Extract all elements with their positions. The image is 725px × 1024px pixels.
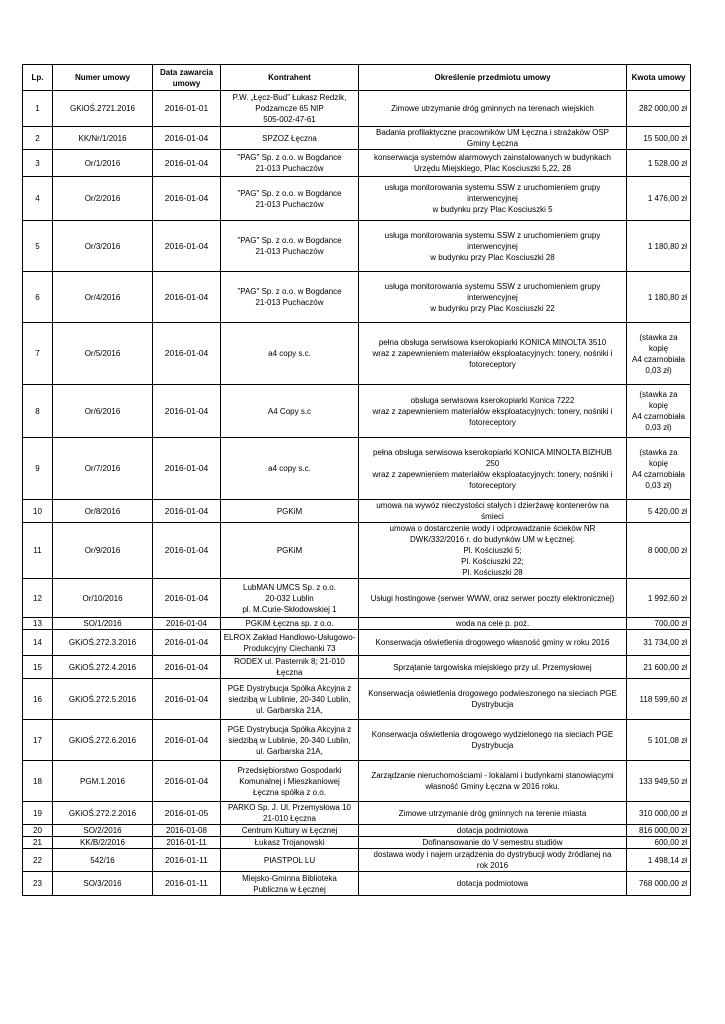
- cell-kwota-umowy-line: 15 500,00 zł: [643, 133, 687, 143]
- cell-kwota-umowy-line: 118 599,60 zł: [639, 694, 687, 704]
- cell-numer-umowy: Or/1/2016: [53, 150, 153, 177]
- cell-kontrahent-line: P.W. „Łęcz-Bud” Łukasz Redzik,: [232, 93, 347, 102]
- cell-numer-umowy: GKiOŚ.272.5.2016: [53, 679, 153, 720]
- cell-kwota-umowy: [627, 523, 691, 579]
- cell-numer-umowy: Or/7/2016: [53, 438, 153, 500]
- header-przedmiot-umowy: Określenie przedmiotu umowy: [359, 65, 627, 91]
- cell-numer-umowy: Or/9/2016: [53, 523, 153, 579]
- cell-kontrahent-line: PGKiM Łęczna sp. z o.o.: [245, 619, 334, 628]
- cell-przedmiot-umowy-line: Pl. Kościuszki 5;: [463, 546, 522, 555]
- cell-kontrahent-line: PIASTPOL LU: [263, 855, 316, 865]
- cell-numer-umowy: GKiOŚ.272.6.2016: [53, 720, 153, 761]
- cell-data-zawarcia: 2016-01-04: [153, 679, 221, 720]
- cell-przedmiot-umowy-line: śmieci: [481, 512, 504, 521]
- cell-przedmiot-umowy-line: Pl. Kościuszki 22;: [461, 557, 524, 566]
- cell-przedmiot-umowy: [359, 385, 627, 438]
- cell-lp: 2: [23, 127, 53, 150]
- cell-kontrahent: [221, 618, 359, 630]
- cell-przedmiot-umowy: [359, 872, 627, 896]
- cell-przedmiot-umowy-line: w budynku przy Plac Kosciuszki 5: [432, 205, 553, 214]
- cell-przedmiot-umowy-line: Gminy Łęczna: [466, 139, 519, 148]
- cell-kwota-umowy: [627, 127, 691, 150]
- table-row: [23, 523, 691, 579]
- cell-kwota-umowy: [627, 872, 691, 896]
- table-row: [23, 221, 691, 272]
- cell-lp: 18: [23, 761, 53, 802]
- cell-lp: 9: [23, 438, 53, 500]
- cell-kwota-umowy-line: 8 000,00 zł: [647, 546, 687, 555]
- cell-przedmiot-umowy-line: umowa o dostarczenie wody i odprowadzanie ścieków NR: [389, 524, 596, 533]
- cell-kontrahent-line: "PAG" Sp. z o.o. w Bogdance: [237, 188, 342, 198]
- cell-przedmiot-umowy-line: pełna obsługa serwisowa kserokopiarki KONICA MINOLTA 3510: [378, 338, 607, 347]
- cell-kontrahent-line: Produkcyjny Ciechanki 73: [243, 643, 336, 653]
- cell-przedmiot-umowy: [359, 656, 627, 679]
- table-row: [23, 438, 691, 500]
- cell-kwota-umowy-line: 700,00 zł: [654, 619, 687, 628]
- cell-kontrahent: [221, 438, 359, 500]
- cell-data-zawarcia: 2016-01-04: [153, 438, 221, 500]
- cell-lp: 8: [23, 385, 53, 438]
- cell-lp: 6: [23, 272, 53, 323]
- cell-data-zawarcia: 2016-01-04: [153, 618, 221, 630]
- cell-kontrahent-line: 21-013 Puchaczów: [255, 164, 324, 173]
- cell-przedmiot-umowy: [359, 91, 627, 127]
- cell-kontrahent-line: Centrum Kultury w Łęcznej: [241, 826, 338, 835]
- cell-kontrahent-line: ul. Garbarska 21A,: [256, 746, 323, 756]
- header-lp: Lp.: [23, 65, 53, 91]
- cell-lp: 12: [23, 579, 53, 618]
- cell-kontrahent: [221, 656, 359, 679]
- cell-lp: 20: [23, 825, 53, 837]
- cell-data-zawarcia: 2016-01-11: [153, 849, 221, 872]
- cell-kwota-umowy-line: 0,03 zł): [645, 365, 672, 375]
- cell-lp: 5: [23, 221, 53, 272]
- cell-przedmiot-umowy-line: Urzędu Miejskiego, Plac Kosciuszki 5,22, 28: [414, 164, 571, 173]
- cell-przedmiot-umowy-line: usługa monitorowania systemu SSW z uruchomieniem grupy: [384, 281, 601, 291]
- cell-kontrahent: [221, 849, 359, 872]
- cell-przedmiot-umowy-line: usługa monitorowania systemu SSW z uruchomieniem grupy: [384, 230, 601, 240]
- cell-kwota-umowy: [627, 802, 691, 825]
- cell-lp: 1: [23, 91, 53, 127]
- cell-kwota-umowy: [627, 323, 691, 385]
- cell-kontrahent-line: pl. M.Curie-Skłodowskiej 1: [242, 604, 337, 614]
- cell-kwota-umowy: [627, 177, 691, 221]
- table-row: [23, 500, 691, 523]
- cell-kwota-umowy-line: 31 734,00 zł: [643, 638, 687, 647]
- cell-kwota-umowy-line: (stawka za kopię: [639, 447, 678, 468]
- cell-przedmiot-umowy-line: obsługa serwisowa kserokopiarki Konica 7222: [410, 395, 575, 405]
- cell-data-zawarcia: 2016-01-04: [153, 720, 221, 761]
- table-row: [23, 127, 691, 150]
- cell-przedmiot-umowy: [359, 825, 627, 837]
- cell-numer-umowy: Or/3/2016: [53, 221, 153, 272]
- table-row: [23, 579, 691, 618]
- cell-kwota-umowy: [627, 500, 691, 523]
- cell-kwota-umowy: [627, 679, 691, 720]
- cell-przedmiot-umowy: [359, 761, 627, 802]
- table-row: [23, 618, 691, 630]
- cell-przedmiot-umowy: [359, 150, 627, 177]
- cell-data-zawarcia: 2016-01-04: [153, 523, 221, 579]
- cell-numer-umowy: Or/4/2016: [53, 272, 153, 323]
- cell-kontrahent: [221, 802, 359, 825]
- cell-kwota-umowy-line: 816 000,00 zł: [638, 826, 687, 835]
- cell-kontrahent: [221, 761, 359, 802]
- cell-kontrahent-line: 20-032 Lublin: [265, 593, 314, 603]
- cell-kontrahent-line: Łęczna: [276, 668, 303, 677]
- cell-przedmiot-umowy-line: usługa monitorowania systemu SSW z uruchomieniem grupy: [384, 183, 601, 192]
- cell-data-zawarcia: 2016-01-04: [153, 272, 221, 323]
- cell-kontrahent: [221, 872, 359, 896]
- cell-kontrahent-line: "PAG" Sp. z o.o. w Bogdance: [237, 236, 342, 245]
- cell-przedmiot-umowy-line: Usługi hostingowe (serwer WWW, oraz serwer poczty elektronicznej): [370, 593, 615, 603]
- cell-lp: 13: [23, 618, 53, 630]
- cell-przedmiot-umowy-line: Zimowe utrzymanie dróg gminnych na terenach wiejskich: [391, 104, 594, 113]
- cell-kwota-umowy-line: 1 498,14 zł: [647, 855, 687, 865]
- cell-kontrahent-line: 505-002-47-61: [263, 115, 316, 124]
- cell-kwota-umowy-line: 0,03 zł): [645, 423, 672, 432]
- table-body: [23, 91, 691, 896]
- cell-kwota-umowy-line: 0,03 zł): [645, 480, 672, 490]
- cell-kwota-umowy: [627, 849, 691, 872]
- cell-przedmiot-umowy-line: Zimowe utrzymanie dróg gminnych na terenie miasta: [398, 808, 587, 818]
- cell-przedmiot-umowy-line: dotacja podmiotowa: [456, 826, 529, 835]
- cell-kontrahent-line: "PAG" Sp. z o.o. w Bogdance: [237, 153, 342, 162]
- cell-kontrahent: [221, 385, 359, 438]
- cell-kontrahent: [221, 523, 359, 579]
- cell-kontrahent: [221, 91, 359, 127]
- cell-przedmiot-umowy-line: Konserwacja oświetlenia drogowego własność gminy w roku 2016: [375, 638, 610, 647]
- header-row: [23, 65, 691, 91]
- cell-kontrahent: [221, 630, 359, 656]
- table-row: [23, 679, 691, 720]
- cell-przedmiot-umowy-line: woda na cele p. poż.: [455, 619, 530, 628]
- table-row: [23, 825, 691, 837]
- cell-kontrahent-line: Miejsko-Gminna Biblioteka: [242, 873, 337, 883]
- cell-kontrahent-line: ul. Garbarska 21A,: [256, 705, 323, 715]
- cell-lp: 4: [23, 177, 53, 221]
- cell-kwota-umowy-line: 5 101,08 zł: [647, 735, 687, 745]
- cell-kontrahent-line: a4 copy s.c.: [268, 464, 311, 473]
- cell-kontrahent-line: RODEX ul. Pasternik 8; 21-010: [234, 657, 345, 666]
- cell-kwota-umowy-line: 282 000,00 zł: [638, 104, 687, 113]
- cell-przedmiot-umowy: [359, 127, 627, 150]
- cell-kontrahent-line: Łęczna spółka z o.o.: [253, 787, 326, 797]
- cell-przedmiot-umowy: [359, 837, 627, 849]
- table-row: [23, 849, 691, 872]
- cell-numer-umowy: SO/2/2016: [53, 825, 153, 837]
- cell-lp: 10: [23, 500, 53, 523]
- cell-numer-umowy: 542/16: [53, 849, 153, 872]
- cell-przedmiot-umowy-line: Sprzątanie targowiska miejskiego przy ul. Przemysłowej: [393, 662, 592, 672]
- cell-przedmiot-umowy-line: Konserwacja oświetlenia drogowego wydzielonego na sieciach PGE: [371, 730, 614, 739]
- cell-numer-umowy: Or/5/2016: [53, 323, 153, 385]
- cell-przedmiot-umowy: [359, 579, 627, 618]
- cell-data-zawarcia: 2016-01-04: [153, 221, 221, 272]
- cell-przedmiot-umowy-line: interwencyjnej: [467, 194, 518, 203]
- cell-przedmiot-umowy-line: dostawa wody i najem urządzenia do dystrybucji wody źródlanej na: [373, 850, 612, 859]
- cell-kontrahent-line: 21-010 Łęczna: [263, 814, 316, 823]
- cell-kwota-umowy-line: A4 czarnobiała: [632, 354, 685, 364]
- table-row: [23, 656, 691, 679]
- cell-przedmiot-umowy-line: umowa na wywóz nieczystości stałych i dzierżawę kontenerów na: [376, 501, 609, 510]
- table-row: [23, 323, 691, 385]
- table-row: [23, 837, 691, 849]
- cell-przedmiot-umowy-line: Zarządzanie nieruchomościami - lokalami i budynkami stanowiącymi: [371, 771, 614, 780]
- cell-przedmiot-umowy: [359, 323, 627, 385]
- cell-lp: 7: [23, 323, 53, 385]
- cell-przedmiot-umowy-line: Konserwacja oświetlenia drogowego podwieszonego na sieciach PGE: [368, 689, 617, 698]
- cell-kwota-umowy-line: 600,00 zł: [654, 838, 687, 847]
- cell-kontrahent: [221, 837, 359, 849]
- cell-przedmiot-umowy-line: fotoreceptory: [469, 360, 516, 369]
- cell-kontrahent: [221, 825, 359, 837]
- cell-kontrahent-line: PGE Dystrybucja Spółka Akcyjna z: [227, 724, 352, 734]
- cell-kwota-umowy: [627, 221, 691, 272]
- cell-kontrahent: [221, 323, 359, 385]
- cell-kwota-umowy: [627, 761, 691, 802]
- cell-przedmiot-umowy-line: wraz z zapewnieniem materiałów eksploatacyjnych: tonery, nośniki i: [372, 406, 613, 416]
- cell-numer-umowy: PGM.1.2016: [53, 761, 153, 802]
- cell-przedmiot-umowy: [359, 849, 627, 872]
- cell-kontrahent-line: siedzibą w Lublinie, 20-340 Lublin,: [228, 694, 351, 704]
- cell-numer-umowy: KK/Nr/1/2016: [53, 127, 153, 150]
- cell-kontrahent: [221, 720, 359, 761]
- cell-lp: 16: [23, 679, 53, 720]
- cell-przedmiot-umowy-line: Pl. Kościuszki 28: [462, 568, 523, 577]
- cell-lp: 19: [23, 802, 53, 825]
- cell-numer-umowy: Or/2/2016: [53, 177, 153, 221]
- cell-przedmiot-umowy-line: interwencyjnej: [467, 292, 518, 302]
- cell-przedmiot-umowy: [359, 438, 627, 500]
- cell-kwota-umowy-line: 1 528,00 zł: [647, 158, 687, 168]
- cell-numer-umowy: GKiOŚ.272.4.2016: [53, 656, 153, 679]
- cell-kontrahent: [221, 221, 359, 272]
- cell-kwota-umowy-line: 5 420,00 zł: [647, 506, 687, 516]
- cell-przedmiot-umowy-line: Dofinansowanie do V semestru studiów: [422, 838, 563, 847]
- cell-przedmiot-umowy: [359, 630, 627, 656]
- cell-kwota-umowy-line: (stawka za kopię: [639, 332, 678, 353]
- cell-kwota-umowy: [627, 630, 691, 656]
- cell-kwota-umowy: [627, 272, 691, 323]
- contracts-register: [22, 64, 691, 896]
- cell-przedmiot-umowy-line: 250: [485, 458, 500, 468]
- cell-lp: 15: [23, 656, 53, 679]
- cell-kontrahent-line: Podzamcze 65 NIP: [255, 104, 324, 113]
- cell-przedmiot-umowy-line: dotacja podmiotowa: [456, 879, 529, 888]
- cell-kontrahent-line: A4 Copy s.c: [267, 406, 312, 416]
- cell-kontrahent-line: siedzibą w Lublinie, 20-340 Lublin,: [228, 735, 351, 745]
- cell-data-zawarcia: 2016-01-11: [153, 872, 221, 896]
- cell-numer-umowy: Or/10/2016: [53, 579, 153, 618]
- cell-kontrahent: [221, 579, 359, 618]
- table-row: [23, 385, 691, 438]
- cell-przedmiot-umowy-line: DWK/332/2016 r. do budynków UM w Łęcznej:: [410, 535, 575, 544]
- cell-przedmiot-umowy: [359, 523, 627, 579]
- cell-przedmiot-umowy-line: wraz z zapewnieniem materiałów eksploatacyjnych: tonery, nośniki i: [372, 349, 613, 358]
- cell-przedmiot-umowy: [359, 177, 627, 221]
- cell-kwota-umowy-line: 768 000,00 zł: [638, 879, 687, 888]
- cell-data-zawarcia: 2016-01-04: [153, 177, 221, 221]
- table-row: [23, 630, 691, 656]
- cell-data-zawarcia: 2016-01-04: [153, 150, 221, 177]
- cell-kontrahent: [221, 177, 359, 221]
- cell-numer-umowy: KK/B/2/2016: [53, 837, 153, 849]
- cell-numer-umowy: GKiOŚ.272.2.2016: [53, 802, 153, 825]
- contracts-table: [22, 64, 691, 896]
- cell-przedmiot-umowy: [359, 802, 627, 825]
- cell-lp: 14: [23, 630, 53, 656]
- table-row: [23, 802, 691, 825]
- cell-przedmiot-umowy: [359, 221, 627, 272]
- cell-numer-umowy: Or/8/2016: [53, 500, 153, 523]
- cell-kwota-umowy: [627, 91, 691, 127]
- cell-data-zawarcia: 2016-01-04: [153, 323, 221, 385]
- cell-kontrahent-line: Łukasz Trojanowski: [254, 838, 325, 847]
- cell-kontrahent-line: LubMAN UMCS Sp. z o.o.: [243, 582, 336, 592]
- cell-kwota-umowy: [627, 438, 691, 500]
- cell-kwota-umowy: [627, 720, 691, 761]
- cell-kwota-umowy: [627, 825, 691, 837]
- cell-przedmiot-umowy-line: w budynku przy Plac Kosciuszki 22: [430, 303, 555, 313]
- cell-kwota-umowy: [627, 656, 691, 679]
- cell-kontrahent: [221, 679, 359, 720]
- cell-przedmiot-umowy-line: Dystrybucja: [471, 741, 514, 750]
- cell-numer-umowy: Or/6/2016: [53, 385, 153, 438]
- cell-kwota-umowy-line: 1 476,00 zł: [647, 194, 687, 203]
- cell-data-zawarcia: 2016-01-04: [153, 579, 221, 618]
- cell-numer-umowy: GKiOŚ.2721.2016: [53, 91, 153, 127]
- cell-kontrahent-line: PARKO Sp. J. Ul. Przemysłowa 10: [228, 803, 351, 812]
- cell-przedmiot-umowy: [359, 679, 627, 720]
- cell-data-zawarcia: 2016-01-04: [153, 500, 221, 523]
- cell-data-zawarcia: 2016-01-04: [153, 656, 221, 679]
- header-numer-umowy: Numer umowy: [53, 65, 153, 91]
- cell-przedmiot-umowy-line: własność Gminy Łęczna w 2016 roku.: [425, 782, 560, 791]
- cell-przedmiot-umowy: [359, 500, 627, 523]
- cell-numer-umowy: SO/1/2016: [53, 618, 153, 630]
- cell-kontrahent-line: PGKiM: [276, 506, 303, 516]
- cell-przedmiot-umowy-line: fotoreceptory: [469, 417, 516, 427]
- cell-kwota-umowy-line: A4 czarnobiała: [632, 412, 685, 421]
- cell-kwota-umowy: [627, 579, 691, 618]
- cell-kwota-umowy-line: 1 180,80 zł: [647, 292, 687, 302]
- cell-kwota-umowy-line: 1 992,60 zł: [647, 593, 687, 603]
- table-row: [23, 177, 691, 221]
- cell-kontrahent: [221, 127, 359, 150]
- cell-przedmiot-umowy-line: rok 2016: [476, 861, 509, 870]
- cell-kwota-umowy-line: 133 949,50 zł: [638, 776, 687, 786]
- cell-przedmiot-umowy-line: pełna obsługa serwisowa kserokopiarki KONICA MINOLTA BIZHUB: [373, 447, 612, 457]
- cell-przedmiot-umowy-line: Dystrybucja: [471, 700, 514, 709]
- cell-kwota-umowy-line: 21 600,00 zł: [643, 662, 687, 672]
- cell-kwota-umowy-line: 1 180,80 zł: [647, 241, 687, 251]
- cell-data-zawarcia: 2016-01-04: [153, 127, 221, 150]
- cell-kontrahent-line: SPZOZ Łęczna: [262, 133, 317, 143]
- table-row: [23, 91, 691, 127]
- cell-lp: 11: [23, 523, 53, 579]
- cell-przedmiot-umowy-line: wraz z zapewnieniem materiałów eksploatacyjnych: tonery, nośniki i: [372, 469, 613, 479]
- cell-lp: 22: [23, 849, 53, 872]
- cell-data-zawarcia: 2016-01-11: [153, 837, 221, 849]
- table-row: [23, 761, 691, 802]
- cell-kontrahent: [221, 500, 359, 523]
- cell-kontrahent-line: a4 copy s.c.: [268, 349, 311, 358]
- cell-kontrahent-line: "PAG" Sp. z o.o. w Bogdance: [237, 287, 342, 296]
- cell-kontrahent-line: 21-013 Puchaczów: [255, 199, 324, 209]
- cell-kontrahent-line: Przedsiębiorstwo Gospodarki: [237, 765, 342, 775]
- cell-lp: 21: [23, 837, 53, 849]
- header-kontrahent: Kontrahent: [221, 65, 359, 91]
- cell-kontrahent-line: Publiczna w Łęcznej: [253, 884, 326, 894]
- cell-kontrahent-line: 21-013 Puchaczów: [255, 298, 324, 307]
- cell-kontrahent: [221, 272, 359, 323]
- table-row: [23, 872, 691, 896]
- cell-kontrahent-line: ELROX Zakład Handlowo-Usługowo-: [223, 632, 356, 642]
- cell-przedmiot-umowy-line: Badania profilaktyczne pracowników UM Łęczna i strażaków OSP: [376, 128, 609, 137]
- cell-kwota-umowy: [627, 618, 691, 630]
- cell-przedmiot-umowy-line: w budynku przy Plac Kosciuszki 28: [430, 252, 555, 262]
- cell-data-zawarcia: 2016-01-08: [153, 825, 221, 837]
- table-row: [23, 150, 691, 177]
- cell-kwota-umowy: [627, 150, 691, 177]
- cell-przedmiot-umowy-line: konserwacja systemów alarmowych zainstalowanych w budynkach: [374, 153, 611, 162]
- cell-data-zawarcia: 2016-01-04: [153, 385, 221, 438]
- cell-przedmiot-umowy-line: interwencyjnej: [467, 241, 518, 251]
- table-row: [23, 720, 691, 761]
- header-data-zawarcia: Data zawarcia umowy: [153, 65, 221, 91]
- cell-przedmiot-umowy: [359, 618, 627, 630]
- cell-numer-umowy: GKiOŚ.272.3.2016: [53, 630, 153, 656]
- header-kwota-umowy: Kwota umowy: [627, 65, 691, 91]
- cell-kontrahent: [221, 150, 359, 177]
- cell-kwota-umowy-line: (stawka za kopię: [639, 390, 678, 410]
- cell-data-zawarcia: 2016-01-01: [153, 91, 221, 127]
- cell-data-zawarcia: 2016-01-04: [153, 630, 221, 656]
- cell-data-zawarcia: 2016-01-05: [153, 802, 221, 825]
- cell-przedmiot-umowy-line: fotoreceptory: [469, 480, 516, 490]
- cell-kontrahent-line: Komunalnej i Mieszkaniowej: [239, 776, 340, 786]
- cell-data-zawarcia: 2016-01-04: [153, 761, 221, 802]
- cell-kwota-umowy: [627, 385, 691, 438]
- cell-kwota-umowy-line: 310 000,00 zł: [638, 808, 687, 818]
- cell-lp: 3: [23, 150, 53, 177]
- table-row: [23, 272, 691, 323]
- cell-kontrahent-line: PGKiM: [276, 546, 303, 555]
- cell-numer-umowy: SO/3/2016: [53, 872, 153, 896]
- cell-lp: 17: [23, 720, 53, 761]
- cell-kontrahent-line: PGE Dystrybucja Spółka Akcyjna z: [227, 683, 352, 693]
- cell-kwota-umowy: [627, 837, 691, 849]
- cell-kwota-umowy-line: A4 czarnobiała: [632, 469, 685, 479]
- cell-lp: 23: [23, 872, 53, 896]
- cell-przedmiot-umowy: [359, 720, 627, 761]
- cell-przedmiot-umowy: [359, 272, 627, 323]
- cell-kontrahent-line: 21-013 Puchaczów: [255, 247, 324, 256]
